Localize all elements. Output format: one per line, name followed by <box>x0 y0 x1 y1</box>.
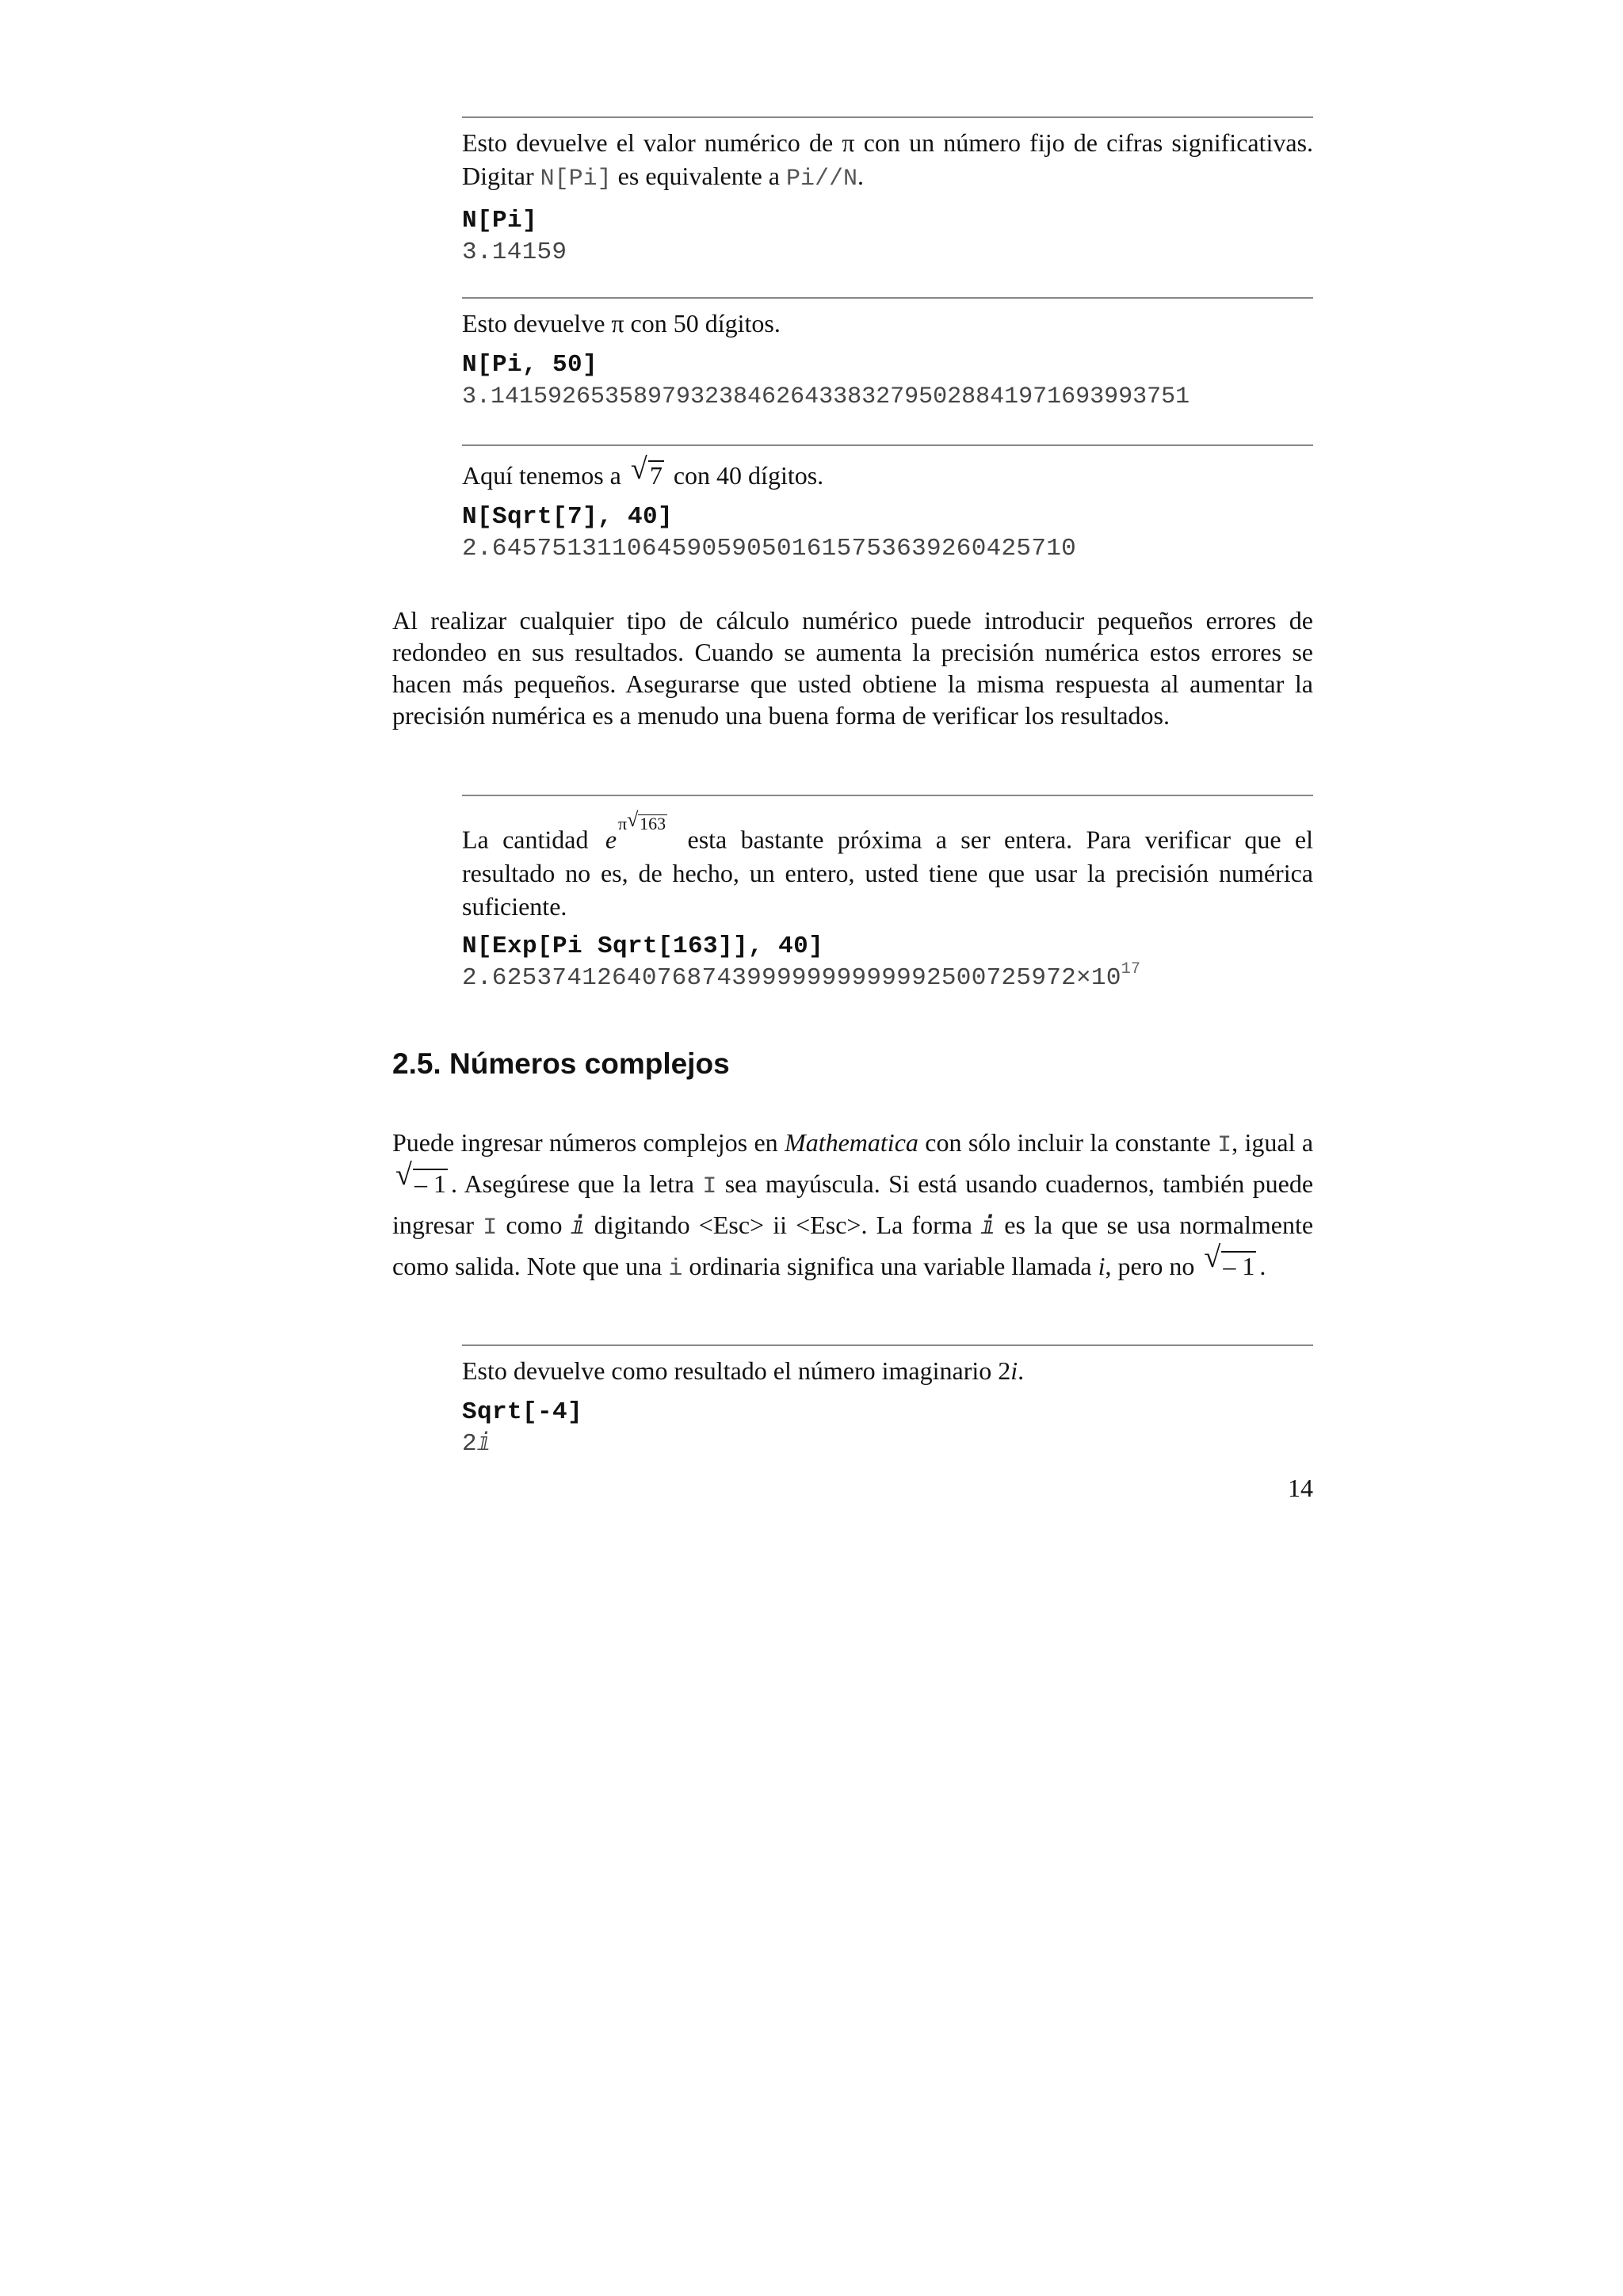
text: ordinaria significa una variable llamada <box>689 1252 1092 1280</box>
text: Puede ingresar números complejos en <box>392 1128 778 1157</box>
cell-1-output: 3.14159 <box>462 238 567 266</box>
text: digitando <Esc> ii <Esc>. La forma <box>594 1211 972 1239</box>
inline-code: Pi//N <box>786 166 858 193</box>
radicand: – 1 <box>1223 1252 1255 1280</box>
text: Esto devuelve <box>462 309 605 338</box>
inline-code: I <box>483 1215 498 1241</box>
text: sea mayúscula. Si está usando cuadernos, también puede ingresar <box>392 1169 1314 1239</box>
text: con un número fijo de cifras significativas. Digitar <box>462 128 1314 190</box>
radicand: – 1 <box>414 1169 446 1198</box>
notebook-cell-4 <box>462 795 1313 997</box>
inline-code: N[Pi] <box>540 166 612 193</box>
sqrt-expression <box>627 807 667 841</box>
text: es la que se usa normalmente como salida. Note que una <box>392 1211 1314 1280</box>
page-number: 14 <box>1288 1474 1313 1502</box>
cell-5-output: 2ⅈ <box>462 1430 492 1458</box>
text: con 50 dígitos. <box>630 309 781 338</box>
cell-5-description <box>462 1354 1313 1387</box>
text: . <box>857 162 865 190</box>
cell-1-description <box>462 126 1313 196</box>
imaginary-unit-symbol: ⅈ <box>571 1215 586 1241</box>
pi-symbol: π <box>618 814 628 833</box>
cell-2-description <box>462 307 1313 340</box>
text: La cantidad <box>462 825 589 854</box>
sqrt-expression <box>630 452 664 492</box>
cell-4-output <box>462 959 1313 997</box>
cell-2-input: N[Pi, 50] <box>462 351 598 379</box>
notebook-cell-5 <box>462 1344 1313 1460</box>
radical-sign: √ <box>630 452 647 486</box>
cell-4-input: N[Exp[Pi Sqrt[163]], 40] <box>462 932 824 960</box>
inline-code: i <box>668 1256 683 1283</box>
cell-3-input: N[Sqrt[7], 40] <box>462 503 674 531</box>
radical-sign: √ <box>627 808 639 831</box>
exponential-expression <box>605 808 667 856</box>
variable-name: i <box>1098 1252 1106 1280</box>
output-mantissa: 2.625374126407687439999999999992500725972×10 <box>462 963 1121 992</box>
cell-4-description <box>462 808 1313 923</box>
pi-symbol: π <box>842 128 855 157</box>
text: esta bastante próxima a ser entera. Para verificar que el resultado no es, de hecho, un entero, usted tiene que usar la precisión numérica suficiente. <box>462 825 1313 921</box>
text: es equivalente a <box>617 162 780 190</box>
notebook-cell-1 <box>462 116 1313 269</box>
body-paragraph-2 <box>392 1123 1313 1288</box>
text: , pero no <box>1105 1252 1195 1280</box>
cell-2-output: 3.1415926535897932384626433832795028841971693993751 <box>462 383 1190 410</box>
radical-sign: √ <box>1204 1241 1221 1274</box>
output-exponent: 17 <box>1121 959 1141 978</box>
body-paragraph-1: Al realizar cualquier tipo de cálculo numérico puede introducir pequeños errores de redondeo en sus resultados. Cuando se aumenta la precisión numérica estos errores se hacen más pequeños. Asegurarse que usted obtiene la misma respuesta al aumentar la precisión numérica es a menudo una buena forma de verificar los resultados. <box>392 606 1313 730</box>
radicand: 163 <box>640 814 666 833</box>
text: . <box>1259 1252 1266 1280</box>
text: . Asegúrese que la letra <box>451 1169 694 1198</box>
variable-name: i <box>1010 1356 1018 1385</box>
e-symbol: e <box>605 825 617 854</box>
cell-1-input: N[Pi] <box>462 207 538 235</box>
imaginary-unit-symbol: ⅈ <box>981 1215 996 1241</box>
cell-3-description <box>462 452 1313 492</box>
radical-sign: √ <box>395 1158 412 1192</box>
cell-5-input: Sqrt[-4] <box>462 1398 583 1426</box>
text: como <box>506 1211 563 1239</box>
text: , igual a <box>1232 1128 1314 1157</box>
radicand: 7 <box>649 461 663 490</box>
notebook-cell-2 <box>462 297 1313 413</box>
sqrt-expression <box>1204 1241 1256 1285</box>
text: Aquí tenemos a <box>462 461 621 490</box>
pi-symbol: π <box>611 309 624 338</box>
text: Esto devuelve el valor numérico de <box>462 128 834 157</box>
product-name: Mathematica <box>785 1128 918 1157</box>
cell-3-output: 2.645751311064590590501615753639260425710 <box>462 535 1077 563</box>
text: . <box>1018 1356 1025 1385</box>
notebook-cell-3 <box>462 444 1313 565</box>
text: con sólo incluir la constante <box>925 1128 1211 1157</box>
inline-code: I <box>702 1173 717 1200</box>
section-heading: 2.5. Números complejos <box>392 1047 730 1080</box>
text: Esto devuelve como resultado el número imaginario 2 <box>462 1356 1011 1385</box>
exponent <box>618 808 667 833</box>
text: con 40 dígitos. <box>673 461 824 490</box>
inline-code: I <box>1217 1132 1232 1159</box>
sqrt-expression <box>395 1158 448 1203</box>
